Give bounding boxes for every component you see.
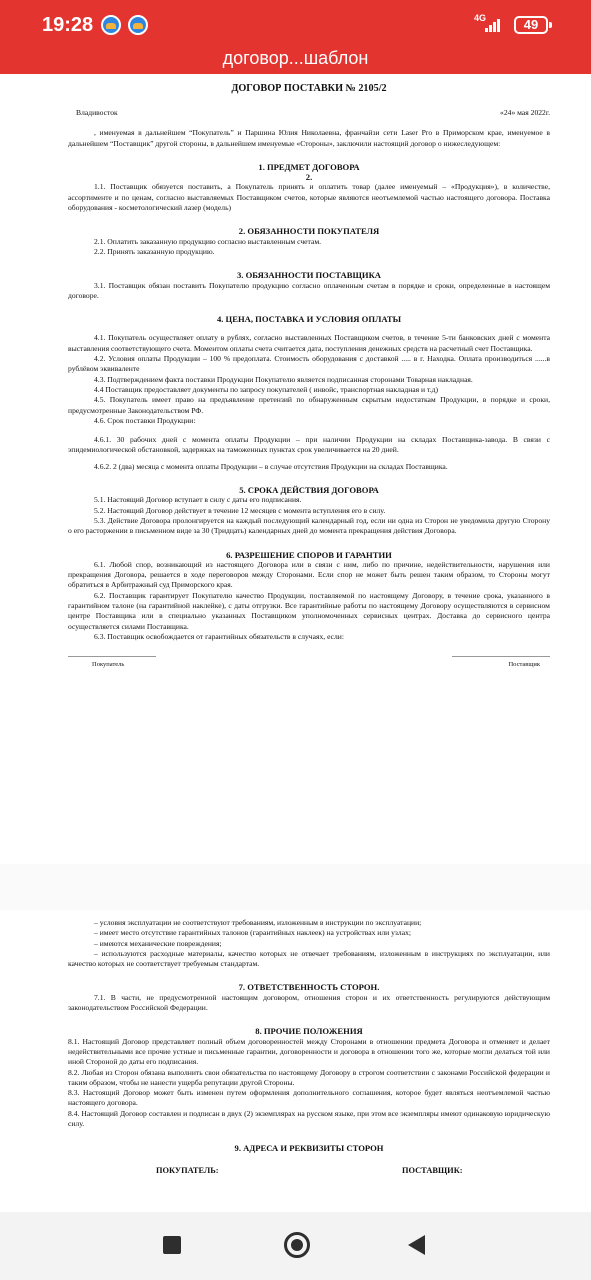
- parties-row: [68, 1166, 550, 1180]
- clock: 19:28: [42, 14, 94, 36]
- clause-2-1: 2.1. Оплатить заказанную продукцию согласно выставленным счетам.: [94, 236, 322, 246]
- clause-4-2: 4.2. Условия оплаты Продукции – 100 % предоплата. Стоимость оборудования с доставкой ..... в г. Находка. Оплата производиться ......в рублёвом эквиваленте: [68, 354, 550, 374]
- status-bar: [0, 0, 591, 46]
- document-page-1[interactable]: [68, 80, 550, 682]
- clause-6-1: 6.1. Любой спор, возникающий из настоящего Договора или в связи с ним, либо по причине, недействительности, нарушения или прекращения Договора, решается в ходе переговоров между Сторонами. Если спор не может быть решен таким образом, то Стороны могут обратиться в Арбитражный суд Приморского края.: [68, 559, 550, 590]
- home-button[interactable]: [284, 1232, 310, 1258]
- clause-6-2: 6.2. Поставщик гарантирует Покупателю качество Продукции, поставляемой по настоящему Договору, в течение срока, указанного в гарантийном талоне (на гарантийной наклейке), с даты отгрузки. Все гарантийные работы по настоящему Договору осуществляются в сервисном центре Поставщика или в специально указанных Поставщиком уполномоченных сервисных центрах. Доставка до сервисного центра осуществляется силами Поставщика.: [68, 590, 550, 631]
- clause-7-1: 7.1. В части, не предусмотренной настоящим договором, отношения сторон и их ответственность регулируются действующим законодательством Российской Федерации.: [68, 992, 550, 1013]
- clause-4-6-1: 4.6.1. 30 рабочих дней с момента оплаты Продукции – при наличии Продукции на складах Поставщика-завода. В связи с эпидемиологической обстановкой, задержках на таможенных пунктах срок увеличивается на 20 дней.: [68, 435, 550, 455]
- recent-apps-button[interactable]: [163, 1236, 181, 1254]
- section-2-title: 2. ОБЯЗАННОСТИ ПОКУПАТЕЛЯ: [238, 226, 380, 237]
- section-9-title: 9. АДРЕСА И РЕКВИЗИТЫ СТОРОН: [234, 1143, 384, 1154]
- document-name: договор...шаблон: [222, 48, 369, 68]
- clause-8-4: 8.4. Настоящий Договор составлен и подписан в двух (2) экземплярах на русском языке, при этом все экземпляры имеют одинаковую юридическую силу.: [68, 1108, 550, 1129]
- contract-meta: [68, 108, 550, 120]
- section-8-title: 8. ПРОЧИЕ ПОЛОЖЕНИЯ: [255, 1026, 363, 1037]
- page-break: [0, 864, 591, 910]
- contract-city: Владивосток: [76, 108, 118, 118]
- contract-title: ДОГОВОР ПОСТАВКИ № 2105/2: [231, 83, 387, 94]
- clause-4-5: 4.5. Покупатель имеет право на предъявление претензий по обнаруженным скрытым недостаткам Продукции, в порядке и сроки, предусмотренные Законодательством РФ.: [68, 395, 550, 415]
- supplier-heading: ПОСТАВЩИК:: [402, 1165, 463, 1175]
- clause-8-2: 8.2. Любая из Сторон обязана выполнить свои обязательства по настоящему Договору в строгом соответствии с законами Российской федерации и таким образом, чтобы не нанести ущерба репутации другой Стороны.: [68, 1067, 550, 1087]
- section-5-title: 5. СРОКА ДЕЙСТВИЯ ДОГОВОРА: [239, 485, 379, 496]
- clause-6-3: 6.3. Поставщик освобождается от гарантийных обязательств в случаях, если:: [94, 631, 344, 641]
- clause-4-4: 4.4 Поставщик предоставляет документы по запросу покупателей ( инвойс, транспортная накладная и т.д): [94, 384, 439, 394]
- supplier-signature-label: Поставщик: [508, 661, 540, 669]
- clause-5-1: 5.1. Настоящий Договор вступает в силу с даты его подписания.: [94, 495, 302, 505]
- clause-1-1: 1.1. Поставщик обязуется поставить, а Покупатель принять и оплатить товар (далее именуемый – «Продукция»), в количестве, ассортименте и по ценам, согласно выставляемых Поставщиком счетов, которые являются неотъемлемой частью настоящего договора. Поставка оборудования - косметологический лазер (модель): [68, 182, 550, 213]
- intro-paragraph: , именуемая в дальнейшем “Покупатель” и Паршина Юлия Николаевна, франчайзи сети Laser Pro в Приморском крае, именуемое в дальнейшем “Поставщик” другой стороны, в дальнейшем именуемые «Стороны», заключили настоящий договор о нижеследующем:: [68, 128, 550, 148]
- warranty-exclusion-4: – используются расходные материалы, качество которых не отвечает требованиям, изложенным в инструкциях по эксплуатации, или качество которых не соответствует требуемым стандартам.: [68, 948, 550, 969]
- section-1-number: 2.: [305, 172, 313, 183]
- buyer-signature-line: [68, 656, 156, 657]
- section-3-title: 3. ОБЯЗАННОСТИ ПОСТАВЩИКА: [236, 270, 382, 281]
- section-7-title: 7. ОТВЕТСТВЕННОСТЬ СТОРОН.: [238, 982, 380, 993]
- buyer-heading: ПОКУПАТЕЛЬ:: [156, 1165, 219, 1175]
- network-type: 4G: [474, 13, 487, 23]
- clause-5-3: 5.3. Действие Договора пролонгируется на каждый последующий календарный год, если ни одна из Сторон не уведомила другую Сторону о его расторжении в письменном виде за 30 (Тридцать) календарных дней до момента прекращения действия Договора.: [68, 515, 550, 536]
- battery-icon: 49: [514, 16, 548, 34]
- clause-4-1: 4.1. Покупатель осуществляет оплату в рублях, согласно выставленных Поставщиком счетов, в течение 5-ти банковских дней с момента выставления соответствующего счета. Моментом оплаты счета считается дата, поступления денежных средств на расчетный счет Поставщика.: [68, 333, 550, 353]
- clause-3-1: 3.1. Поставщик обязан поставить Покупателю продукцию согласно оплаченным счетам в порядке и сроки, определенные в настоящем договоре.: [68, 280, 550, 300]
- section-6-title: 6. РАЗРЕШЕНИЕ СПОРОВ И ГАРАНТИИ: [226, 549, 392, 560]
- clause-4-6-2: 4.6.2. 2 (два) месяца с момента оплаты Продукции – в случае отсутствия Продукции на складах Поставщика.: [94, 461, 448, 471]
- buyer-signature-label: Покупатель: [92, 661, 125, 669]
- warranty-exclusion-2: – имеет место отсутствие гарантийных талонов (гарантийных наклеек) на устройствах или узлах;: [94, 928, 411, 938]
- document-title-bar[interactable]: [0, 46, 591, 74]
- signature-block: [68, 656, 550, 682]
- contract-date: «24» мая 2022г.: [500, 108, 550, 118]
- clause-4-3: 4.3. Подтверждением факта поставки Продукции Покупателю является подписанная сторонами Товарная накладная.: [94, 374, 473, 384]
- clause-8-3: 8.3. Настоящий Договор может быть изменен путем оформления дополнительного соглашения, которое будет являться неотъемлемой частью настоящего договора.: [68, 1088, 550, 1108]
- cloud-notification-icon: [101, 15, 121, 35]
- cloud-notification-icon: [128, 15, 148, 35]
- section-4-title: 4. ЦЕНА, ПОСТАВКА И УСЛОВИЯ ОПЛАТЫ: [216, 314, 402, 325]
- clause-5-2: 5.2. Настоящий Договор действует в течение 12 месяцев с момента вступления его в силу.: [94, 505, 386, 515]
- supplier-signature-line: [452, 656, 550, 657]
- warranty-exclusion-1: – условия эксплуатации не соответствуют требованиям, изложенным в инструкции по эксплуатации;: [94, 918, 422, 927]
- back-button[interactable]: [408, 1235, 425, 1255]
- document-page-2[interactable]: [68, 918, 550, 1180]
- clause-4-6: 4.6. Срок поставки Продукции:: [94, 415, 196, 425]
- section-1-title: 1. ПРЕДМЕТ ДОГОВОРА: [258, 161, 360, 172]
- clause-2-2: 2.2. Принять заказанную продукцию.: [94, 246, 215, 256]
- signal-icon: [485, 18, 503, 32]
- warranty-exclusion-3: – имеются механические повреждения;: [94, 938, 222, 948]
- clause-8-1: 8.1. Настоящий Договор представляет полный объем договоренностей между Сторонами в отношении предмета Договора и отменяет и делает недействительными все прочие устные и письменные гарантии, договоренности и договора в отношении того же, которые могли делаться той или иной Стороной до даты его подписания.: [68, 1036, 550, 1067]
